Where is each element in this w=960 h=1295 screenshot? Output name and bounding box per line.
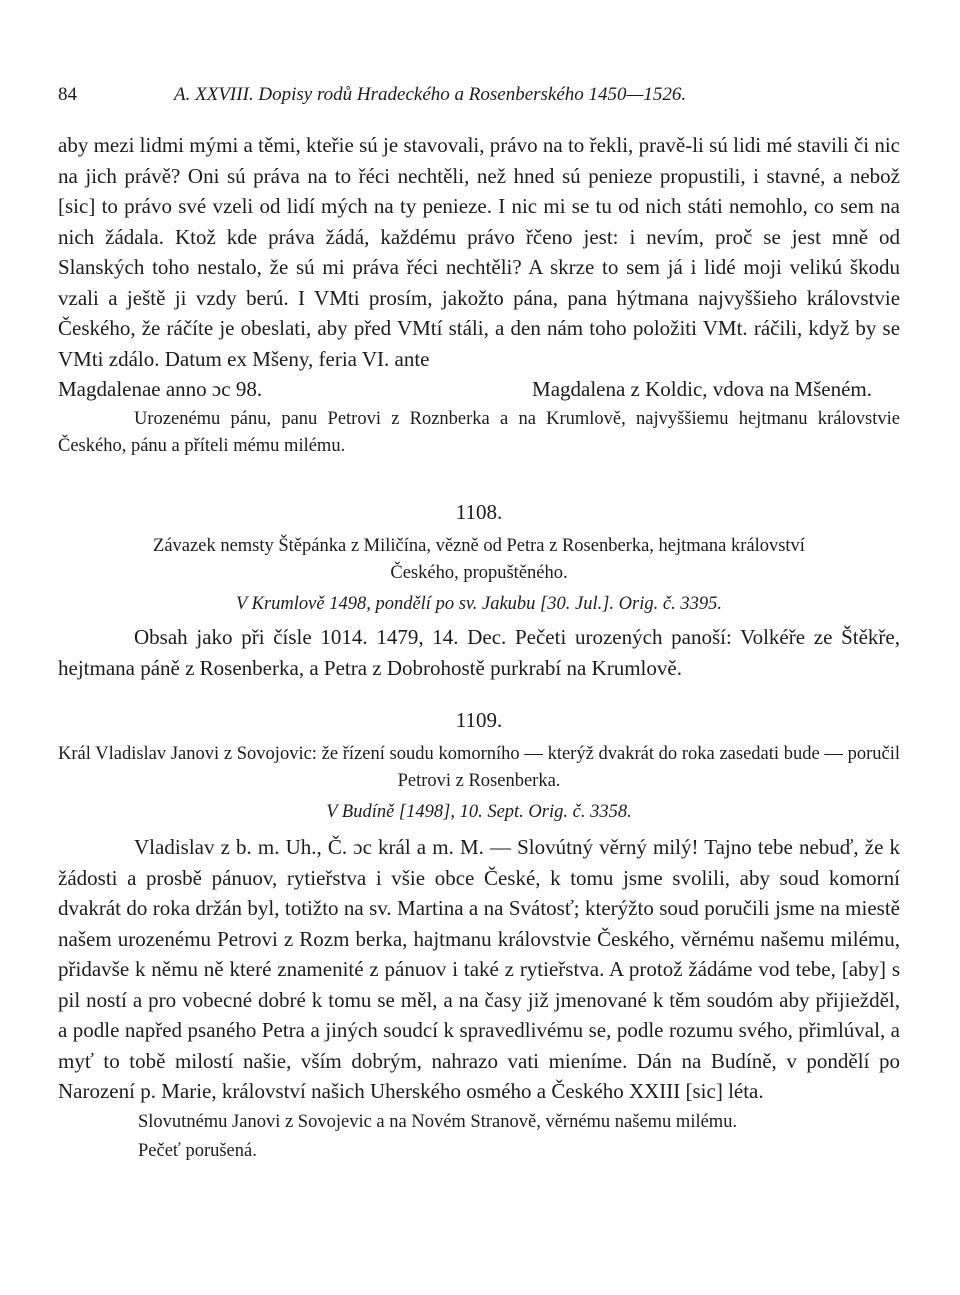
body-line: vati mieníme. Dán na Budíně, v pondělí po Narození p. Marie, království našich — [58, 1048, 900, 1103]
document-body — [58, 622, 900, 683]
page-number: 84 — [58, 84, 77, 105]
document-number: 1108. — [455, 500, 503, 524]
body-line: ností a pro vobecné dobré k tomu se měl, a na časy již jmenované k těm soudóm — [86, 987, 774, 1012]
letter-line: lidi mé stavili či nic na jich právě? Oni sú práva na to řéci nechtěli, než hned — [58, 133, 900, 188]
document-1108 — [58, 500, 900, 683]
body-line: Obsah jako při čísle 1014. 1479, 14. Dec. Pečeti urozených panoší: Volkéře — [134, 625, 806, 649]
body-line: ze Štěkře, hejtmana páně z Rosenberka, a Petra z Dobrohostě purkrabí na Krumlově. — [58, 625, 901, 680]
document-summary — [58, 741, 900, 795]
letter-line: královstvie Českého, že ráčíte je obeslati, aby před VMtí stáli, a den nám toho — [58, 285, 901, 340]
running-title: A. XXVIII. Dopisy rodů Hradeckého a Rosenberského 1450—1526. — [174, 84, 687, 105]
body-line: aby přijiežděl, a podle napřed psaného Petra a jiných soudcí k spravedlivému se, — [58, 987, 900, 1042]
letter-line: nestalo, že sú mi práva řéci nechtěli? A skrze to sem já i lidé moji velikú škodu — [197, 255, 901, 279]
address-line: Urozenému pánu, panu Petrovi z Roznberka a na Krumlově, najvyššiemu hejtmanu — [134, 409, 808, 429]
body-line: Svátosť; kterýžto soud poručili jsme na miestě našem urozenému Petrovi z Rozm — [58, 896, 900, 951]
body-line: které znamenité z pánuov i také z rytieřstva. A protož žádáme vod tebe, [aby] s pil — [58, 957, 901, 1012]
summary-line: Českého, propuštěného. — [390, 563, 568, 583]
summary-line: Král Vladislav Janovi z Sovojovic: že řízení soudu komorního — kterýž dvakrát do roka — [58, 744, 715, 764]
body-line: podle rozumu svého, přimlúval, a myť to tobě milostí našie, vším dobrým, nahrazo — [58, 1018, 900, 1073]
address-line: královstvie Českého, pánu a příteli mému milému. — [58, 409, 900, 456]
document-1109 — [58, 708, 900, 1165]
letter-line: položiti VMt. ráčili, když by se VMti zdálo. Datum ex Mšeny, feria VI. ante — [58, 316, 901, 371]
document-source: V Krumlově 1498, pondělí po sv. Jakubu [30. Jul.]. Orig. č. 3395. — [236, 594, 722, 614]
signature: Magdalena z Koldic, vdova na Mšeném. — [532, 377, 872, 401]
date-signature-line — [58, 374, 900, 404]
letter-line: aby mezi lidmi mými a těmi, kteřie sú je stavovali, právo na to řekli, pravě-li sú — [58, 133, 728, 157]
letter-continuation — [58, 130, 900, 460]
body-line: Vladislav z b. m. Uh., Č. ɔc král a m. M. — Slovútný věrný milý! Tajno — [134, 835, 752, 859]
document-body — [58, 832, 900, 1107]
body-line: svolili, aby soud komorní dvakrát do roka držán byl, totižto na sv. Martina a na — [58, 865, 900, 920]
seal-note: Pečeť porušená. — [138, 1140, 257, 1161]
body-line: berka, hajtmanu královstvie Českého, věrnému našemu milému, přidavše k němu ně — [58, 926, 900, 981]
document-source: V Budíně [1498], 10. Sept. Orig. č. 3358. — [326, 802, 632, 822]
letter-text — [58, 130, 900, 374]
letter-line: vzali a ještě ji vzdy berú. I VMti prosím, jakožto pána, pana hýtmana najvyššieho — [58, 285, 798, 310]
document-number: 1109. — [455, 708, 503, 732]
summary-line: Závazek nemsty Štěpánka z Miličína, vězně od Petra z Rosenberka, hejtmana království — [153, 536, 805, 556]
body-line: Uherského osmého a Českého XXIII [sic] léta. — [370, 1079, 764, 1103]
page-header — [58, 84, 900, 108]
date-line: Magdalenae anno ɔc 98. — [58, 377, 263, 401]
summary-line: zasedati bude — poručil Petrovi z Rosenberka. — [397, 744, 900, 791]
letter-line: sú penieze propustili, i stavné, a nebož [sic] to právo své vzeli od lidí mých na ty — [58, 163, 900, 218]
letter-line: penieze. I nic mi se tu od nich státi nemohlo, co sem na nich žádala. Ktož kde — [58, 194, 900, 249]
address: Slovutnému Janovi z Sovojevic a na Novém Stranově, věrnému našemu milému. — [138, 1111, 738, 1132]
address — [58, 406, 900, 460]
letter-line: práva žádá, každému právo řčeno jest: i nevím, proč se jest mně od Slanských toho — [58, 224, 900, 279]
body-line: tebe nebuď, že k žádosti a prosbě pánuov, rytieřstva i všie obce České, k tomu jsme — [58, 835, 901, 890]
document-summary — [58, 533, 900, 587]
